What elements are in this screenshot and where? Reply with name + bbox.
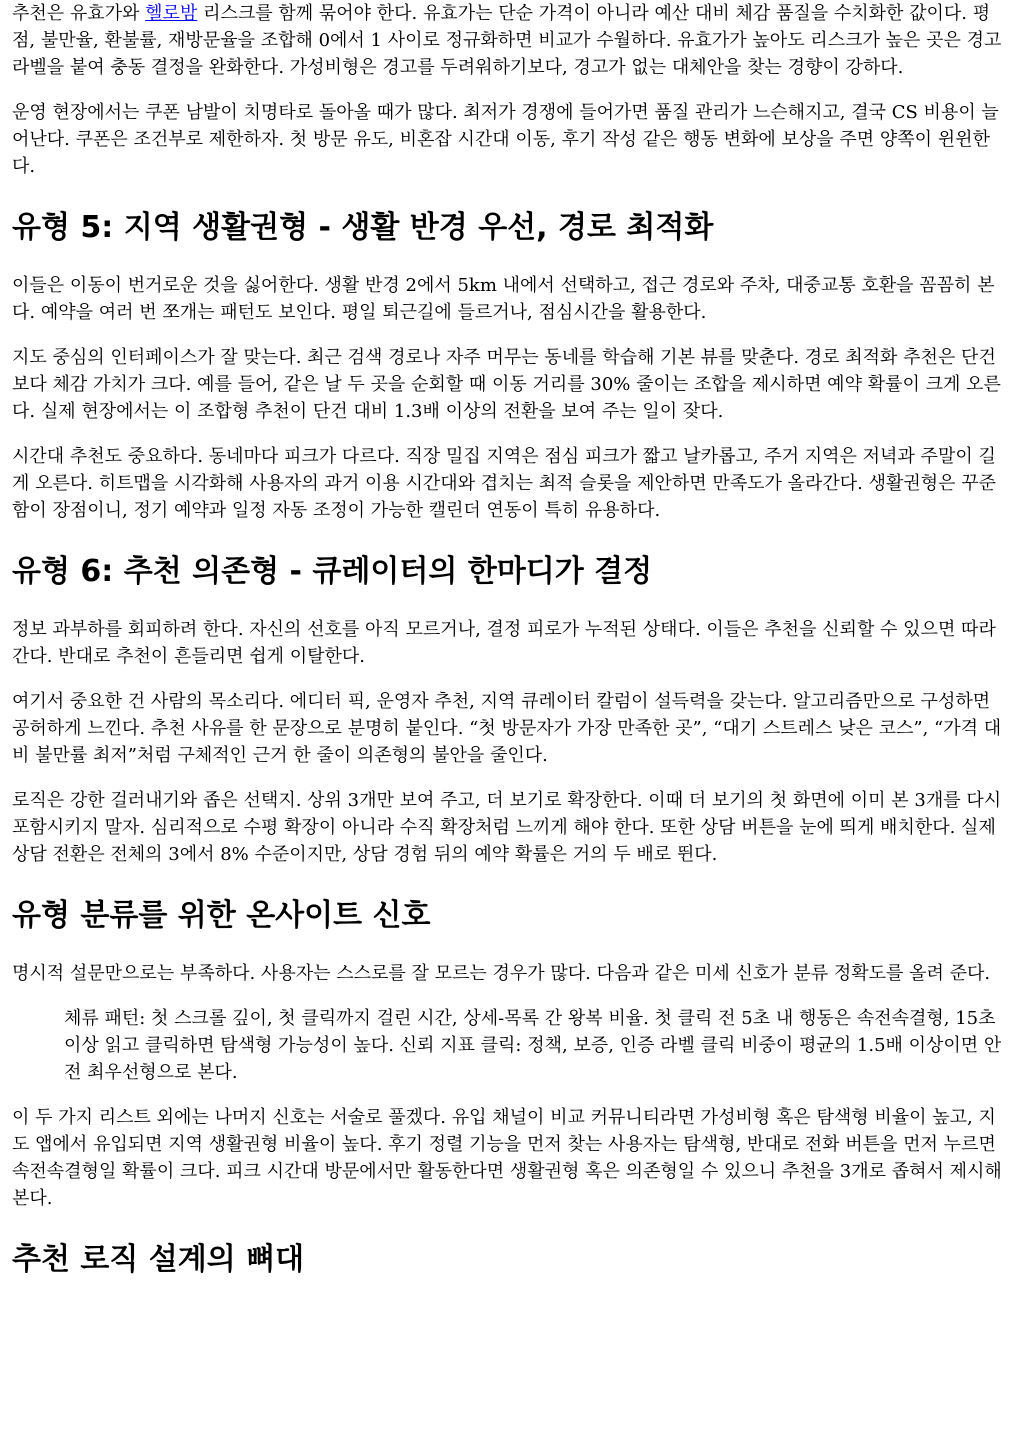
type5-paragraph-3: 시간대 추천도 중요하다. 동네마다 피크가 다르다. 직장 밀집 지역은 점심 피크가 짧고 날카롭고, 주거 지역은 저녁과 주말이 길게 오른다. 히트맵을 시각화해 사용자의 과거 이용 시간대와 겹치는 최적 슬롯을 제안하면 만족도가 올라간다. 생활권형은 꾸준함이 장점이니, 정기 예약과 일정 자동 조정이 가능한 캘린더 연동이 특히 유용하다. <box>12 446 997 521</box>
intro-text-before-link: 추천은 유효가와 <box>12 3 146 24</box>
type6-paragraph-1: 정보 과부하를 회피하려 한다. 자신의 선호를 아직 모르거나, 결정 피로가 누적된 상태다. 이들은 추천을 신뢰할 수 있으면 따라간다. 반대로 추천이 흔들리면 쉽게 이탈한다. <box>12 619 996 667</box>
signals-paragraph-1: 명시적 설문만으로는 부족하다. 사용자는 스스로를 잘 모르는 경우가 많다. 다음과 같은 미세 신호가 분류 정확도를 올려 준다. <box>12 963 991 984</box>
type6-paragraph-2: 여기서 중요한 건 사람의 목소리다. 에디터 픽, 운영자 추천, 지역 큐레이터 칼럼이 설득력을 갖는다. 알고리즘만으로 구성하면 공허하게 느낀다. 추천 사유를 한 문장으로 분명히 붙인다. “첫 방문자가 가장 만족한 곳”, “대기 스트레스 낮은 코스”, “가격 대비 불만률 최저”처럼 구체적인 근거 한 줄이 의존형의 불안을 줄인다. <box>12 691 1002 766</box>
section-heading-onsite-signals: 유형 분류를 위한 온사이트 신호 <box>12 898 431 933</box>
intro-paragraph-1 <box>12 0 1012 81</box>
type5-paragraph-1: 이들은 이동이 번거로운 것을 싫어한다. 생활 반경 2에서 5km 내에서 선택하고, 접근 경로와 주차, 대중교통 호환을 꼼꼼히 본다. 예약을 여러 번 쪼개는 패턴도 보인다. 평일 퇴근길에 들르거나, 점심시간을 활용한다. <box>12 275 995 323</box>
signals-paragraph-after-quote: 이 두 가지 리스트 외에는 나머지 신호는 서술로 풀겠다. 유입 채널이 비교 커뮤니티라면 가성비형 혹은 탐색형 비율이 높고, 지도 앱에서 유입되면 지역 생활권형 비율이 높다. 후기 정렬 기능을 먼저 찾는 사용자는 탐색형, 반대로 전화 버튼을 먼저 누르면 속전속결형일 확률이 크다. 피크 시간대 방문에서만 활동한다면 생활권형 혹은 의존형일 수 있으니 추천을 3개로 좁혀서 제시해 본다. <box>12 1107 1002 1209</box>
type6-paragraph-3: 로직은 강한 걸러내기와 좁은 선택지. 상위 3개만 보여 주고, 더 보기로 확장한다. 이때 더 보기의 첫 화면에 이미 본 3개를 다시 포함시키지 말자. 심리적으로 수평 확장이 아니라 수직 확장처럼 느끼게 해야 한다. 또한 상담 버튼을 눈에 띄게 배치한다. 실제 상담 전환은 전체의 3에서 8% 수준이지만, 상담 경험 뒤의 예약 확률은 거의 두 배로 뛴다. <box>12 790 1002 865</box>
section-heading-recommendation-logic: 추천 로직 설계의 뼈대 <box>12 1242 305 1277</box>
intro-text-after-link: 리스크를 함께 묶어야 한다. 유효가는 단순 가격이 아니라 예산 대비 체감 품질을 수치화한 값이다. 평점, 불만율, 환불률, 재방문율을 조합해 0에서 1 사이로 정규화하면 비교가 수월하다. 유효가가 높아도 리스크가 높은 곳은 경고 라벨을 붙여 충동 결정을 완화한다. 가성비형은 경고를 두려워하기보다, 경고가 없는 대체안을 찾는 경향이 강하다. <box>12 3 1002 78</box>
type5-paragraph-2: 지도 중심의 인터페이스가 잘 맞는다. 최근 검색 경로나 자주 머무는 동네를 학습해 기본 뷰를 맞춘다. 경로 최적화 추천은 단건보다 체감 가치가 크다. 예를 들어, 같은 날 두 곳을 순회할 때 이동 거리를 30% 줄이는 조합을 제시하면 예약 확률이 크게 오른다. 실제 현장에서는 이 조합형 추천이 단건 대비 1.3배 이상의 전환을 보여 주는 일이 잦다. <box>12 347 1001 422</box>
intro-paragraph-2: 운영 현장에서는 쿠폰 남발이 치명타로 돌아올 때가 많다. 최저가 경쟁에 들어가면 품질 관리가 느슨해지고, 결국 CS 비용이 늘어난다. 쿠폰은 조건부로 제한하자. 첫 방문 유도, 비혼잡 시간대 이동, 후기 작성 같은 행동 변화에 보상을 주면 양쪽이 윈윈한다. <box>12 102 999 177</box>
hellobam-link[interactable]: 헬로밤 <box>145 3 198 24</box>
signals-quote: 체류 패턴: 첫 스크롤 깊이, 첫 클릭까지 걸린 시간, 상세-목록 간 왕복 비율. 첫 클릭 전 5초 내 행동은 속전속결형, 15초 이상 읽고 클릭하면 탐색형 가능성이 높다. 신뢰 지표 클릭: 정책, 보증, 인증 라벨 클릭 비중이 평균의 1.5배 이상이면 안전 최우선형으로 본다. <box>64 1008 1002 1083</box>
section-heading-type5: 유형 5: 지역 생활권형 - 생활 반경 우선, 경로 최적화 <box>12 210 714 245</box>
section-heading-type6: 유형 6: 추천 의존형 - 큐레이터의 한마디가 결정 <box>12 554 653 589</box>
